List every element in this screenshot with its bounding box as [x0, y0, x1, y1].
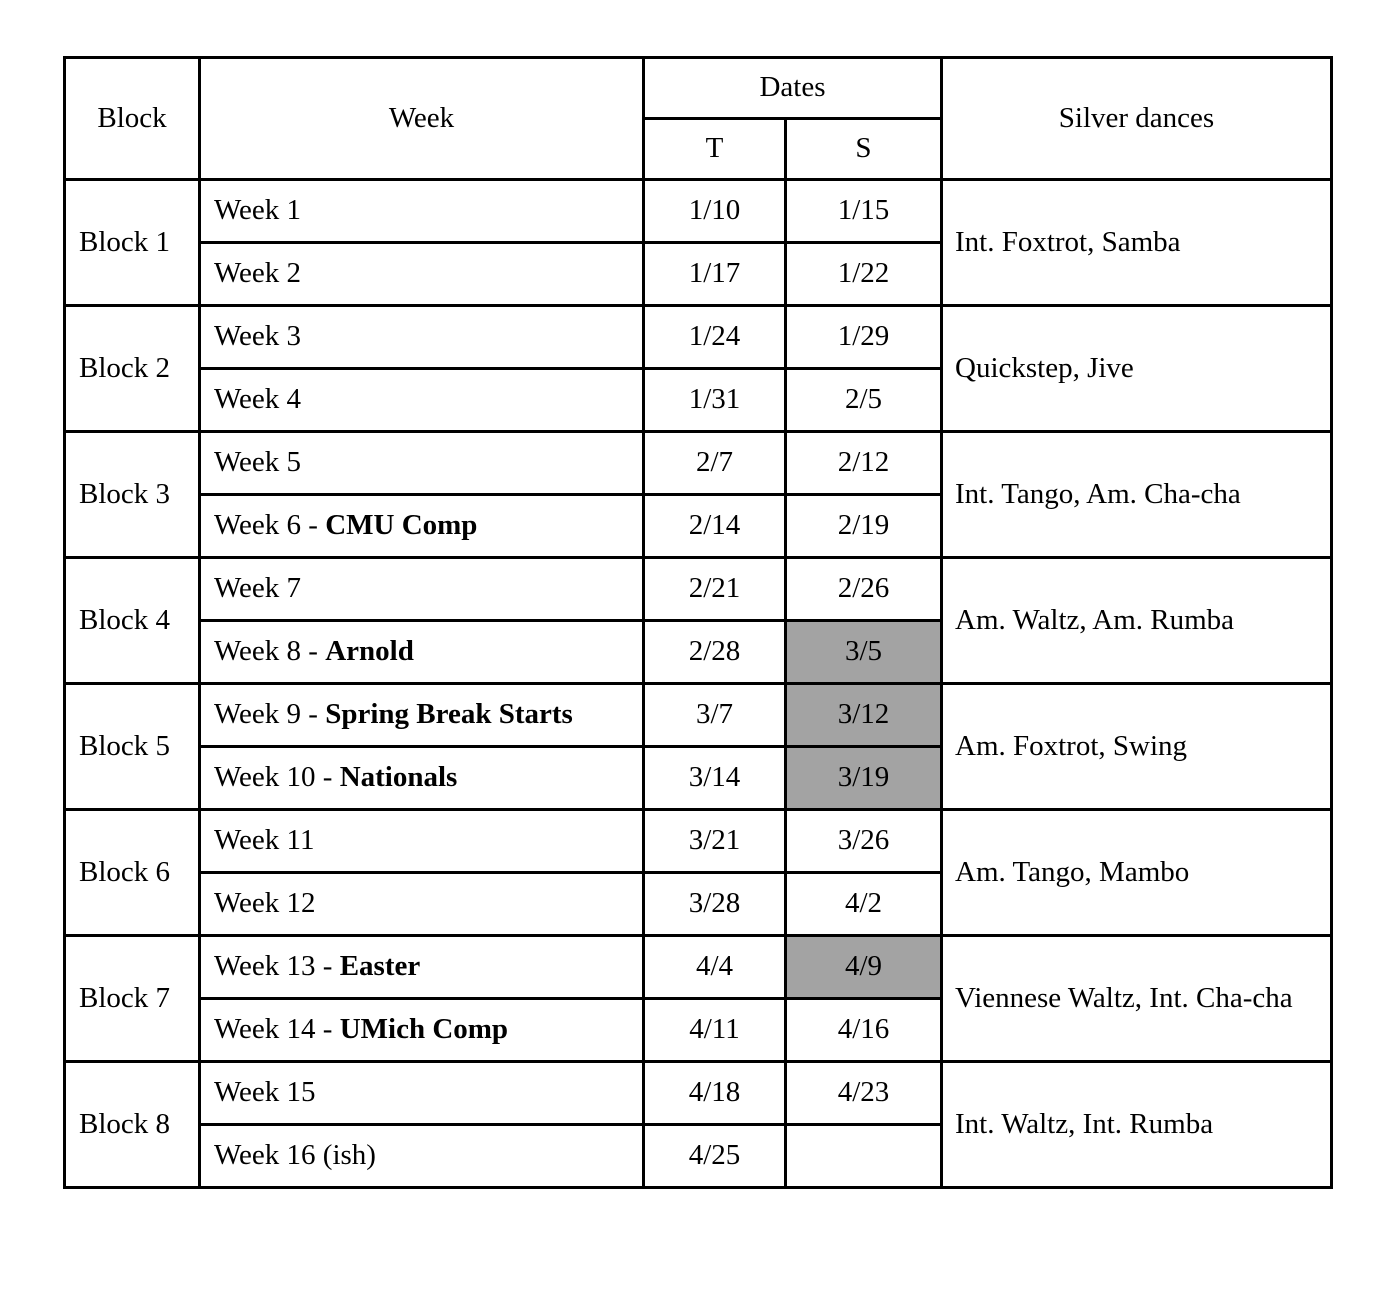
block-label: Block 3 [65, 432, 200, 558]
tuesday-date: 2/7 [644, 432, 786, 495]
week-cell [200, 621, 644, 684]
week-cell [200, 747, 644, 810]
table-row [65, 1062, 1332, 1125]
saturday-date-shaded: 3/12 [786, 684, 942, 747]
week-event: Spring Break Starts [325, 698, 573, 731]
week-cell [200, 495, 644, 558]
week-cell [200, 369, 644, 432]
week-cell [200, 432, 644, 495]
block-label: Block 4 [65, 558, 200, 684]
week-label: Week 5 [214, 446, 302, 479]
week-label: Week 8 - [214, 635, 326, 668]
header-silver-dances: Silver dances [942, 58, 1332, 180]
week-event: Arnold [325, 635, 414, 668]
table-row [65, 684, 1332, 747]
week-event: Nationals [339, 761, 458, 794]
week-cell [200, 1062, 644, 1125]
table-row [65, 936, 1332, 999]
saturday-date: 4/16 [786, 999, 942, 1062]
saturday-date: 1/15 [786, 180, 942, 243]
tuesday-date: 1/10 [644, 180, 786, 243]
saturday-date-shaded: 4/9 [786, 936, 942, 999]
saturday-date: 3/26 [786, 810, 942, 873]
saturday-date: 4/23 [786, 1062, 942, 1125]
tuesday-date: 2/14 [644, 495, 786, 558]
header-week: Week [200, 58, 644, 180]
week-cell [200, 306, 644, 369]
week-cell [200, 999, 644, 1062]
header-block: Block [65, 58, 200, 180]
tuesday-date: 3/7 [644, 684, 786, 747]
table-row [65, 306, 1332, 369]
tuesday-date: 2/21 [644, 558, 786, 621]
tuesday-date: 2/28 [644, 621, 786, 684]
saturday-date-shaded: 3/19 [786, 747, 942, 810]
header-tuesday: T [644, 119, 786, 180]
block-label: Block 8 [65, 1062, 200, 1188]
saturday-date: 2/26 [786, 558, 942, 621]
week-label: Week 12 [214, 887, 316, 920]
table-row [65, 558, 1332, 621]
week-label: Week 3 [214, 320, 302, 353]
saturday-date: 2/5 [786, 369, 942, 432]
silver-dances-cell: Int. Foxtrot, Samba [942, 180, 1332, 306]
table-row [65, 432, 1332, 495]
header-row-top [65, 58, 1332, 119]
week-label: Week 11 [214, 824, 315, 857]
week-label: Week 10 - [214, 761, 340, 794]
tuesday-date: 3/21 [644, 810, 786, 873]
week-label: Week 13 - [214, 950, 340, 983]
header-dates: Dates [644, 58, 942, 119]
week-cell [200, 558, 644, 621]
tuesday-date: 1/24 [644, 306, 786, 369]
week-label: Week 16 (ish) [214, 1139, 376, 1172]
week-label: Week 15 [214, 1076, 316, 1109]
tuesday-date: 4/4 [644, 936, 786, 999]
block-label: Block 7 [65, 936, 200, 1062]
week-label: Week 14 - [214, 1013, 340, 1046]
tuesday-date: 1/31 [644, 369, 786, 432]
week-label: Week 6 - [214, 509, 326, 542]
silver-dances-cell: Int. Tango, Am. Cha-cha [942, 432, 1332, 558]
block-label: Block 2 [65, 306, 200, 432]
silver-dances-cell: Am. Waltz, Am. Rumba [942, 558, 1332, 684]
saturday-date: 2/19 [786, 495, 942, 558]
week-cell [200, 936, 644, 999]
week-label: Week 7 [214, 572, 302, 605]
week-label: Week 4 [214, 383, 302, 416]
silver-dances-cell: Int. Waltz, Int. Rumba [942, 1062, 1332, 1188]
saturday-date: 1/29 [786, 306, 942, 369]
block-label: Block 1 [65, 180, 200, 306]
week-cell [200, 810, 644, 873]
table-row [65, 810, 1332, 873]
week-event: CMU Comp [325, 509, 478, 542]
week-cell [200, 873, 644, 936]
silver-dances-cell: Am. Foxtrot, Swing [942, 684, 1332, 810]
tuesday-date: 3/28 [644, 873, 786, 936]
week-cell [200, 684, 644, 747]
week-event: Easter [339, 950, 421, 983]
saturday-date: 1/22 [786, 243, 942, 306]
week-label: Week 9 - [214, 698, 326, 731]
week-cell [200, 243, 644, 306]
tuesday-date: 4/25 [644, 1125, 786, 1188]
silver-dances-cell: Viennese Waltz, Int. Cha-cha [942, 936, 1332, 1062]
block-label: Block 6 [65, 810, 200, 936]
silver-dances-cell: Quickstep, Jive [942, 306, 1332, 432]
schedule-body [65, 58, 1332, 1188]
tuesday-date: 3/14 [644, 747, 786, 810]
block-label: Block 5 [65, 684, 200, 810]
week-event: UMich Comp [339, 1013, 509, 1046]
tuesday-date: 4/18 [644, 1062, 786, 1125]
week-cell [200, 1125, 644, 1188]
saturday-date-shaded: 3/5 [786, 621, 942, 684]
week-label: Week 1 [214, 194, 302, 227]
tuesday-date: 1/17 [644, 243, 786, 306]
week-cell [200, 180, 644, 243]
header-saturday: S [786, 119, 942, 180]
saturday-date: 2/12 [786, 432, 942, 495]
saturday-date: 4/2 [786, 873, 942, 936]
tuesday-date: 4/11 [644, 999, 786, 1062]
saturday-date [786, 1125, 942, 1188]
week-label: Week 2 [214, 257, 302, 290]
table-row [65, 180, 1332, 243]
schedule-table [63, 56, 1333, 1189]
silver-dances-cell: Am. Tango, Mambo [942, 810, 1332, 936]
